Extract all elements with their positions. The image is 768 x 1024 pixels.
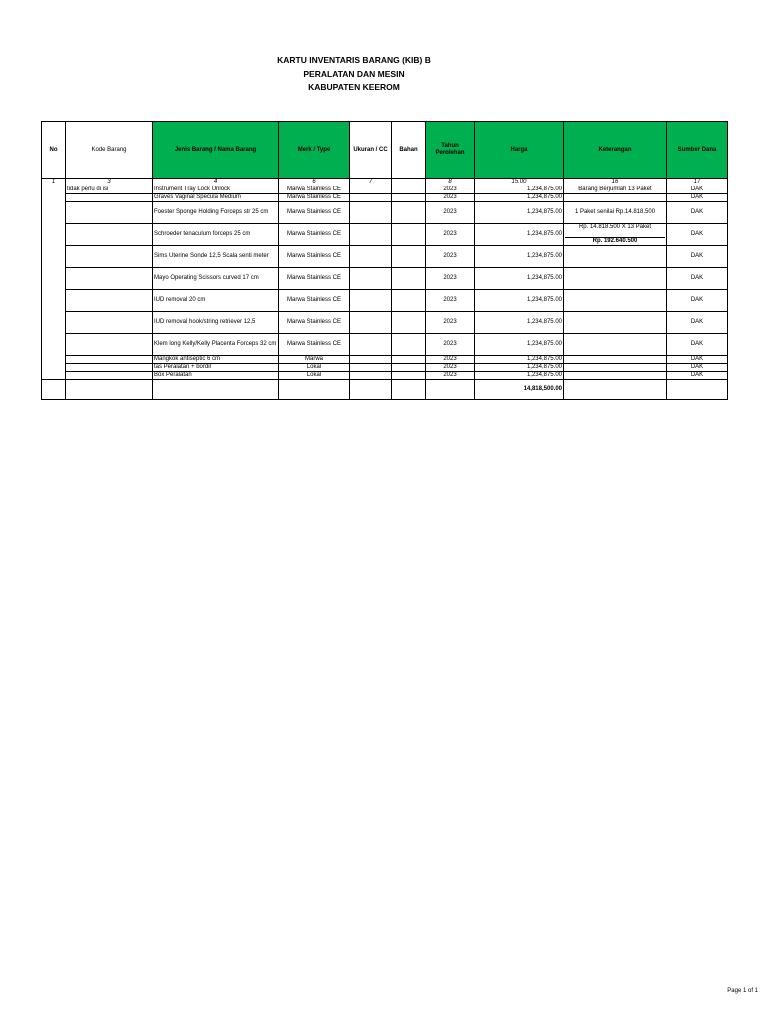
cell-bahan: [392, 364, 426, 372]
cell-keterangan: [564, 224, 667, 246]
cell-jenis: tas Peralatan + bordir: [153, 364, 279, 372]
cell-keterangan: [564, 290, 667, 312]
cell-merk: Marwa: [279, 356, 350, 364]
page-number: Page 1 of 1: [727, 988, 758, 994]
cell-merk: Marwa Stainless CE: [279, 268, 350, 290]
cell-kode: [66, 268, 153, 290]
cell-bahan: [392, 312, 426, 334]
cell-ukuran: [350, 356, 392, 364]
cell-tahun: 2023: [426, 364, 475, 372]
table-row: [42, 334, 728, 356]
cell-harga: 1,234,875.00: [475, 372, 564, 380]
cell-kode: [66, 246, 153, 268]
cell-keterangan: [564, 194, 667, 202]
total-empty-bahan: [392, 380, 426, 400]
cell-sumber: DAK: [667, 364, 728, 372]
total-empty-no: [42, 380, 66, 400]
cell-tahun: 2023: [426, 312, 475, 334]
table-row: [42, 268, 728, 290]
cell-ukuran: [350, 194, 392, 202]
cell-sumber: DAK: [667, 224, 728, 246]
cell-no: [42, 364, 66, 372]
document-title: [0, 54, 708, 95]
cell-tahun: 2023: [426, 186, 475, 194]
cell-tahun: 2023: [426, 372, 475, 380]
cell-keterangan: [564, 268, 667, 290]
total-empty-merk: [279, 380, 350, 400]
cell-keterangan: [564, 312, 667, 334]
colnum-harga: 15.00: [475, 179, 564, 187]
cell-harga: 1,234,875.00: [475, 194, 564, 202]
cell-keterangan: [564, 246, 667, 268]
cell-keterangan: Barang Berjumlah 13 Paket: [564, 186, 667, 194]
colnum-ukuran: 7: [350, 179, 392, 187]
cell-merk: Lokal: [279, 364, 350, 372]
total-empty-keterangan: [564, 380, 667, 400]
colnum-keterangan: 16: [564, 179, 667, 187]
cell-ukuran: [350, 364, 392, 372]
cell-merk: Marwa Stainless CE: [279, 186, 350, 194]
table-row: [42, 224, 728, 246]
header-tahun-line1: Tahun: [441, 143, 459, 149]
total-empty-jenis: [153, 380, 279, 400]
cell-harga: 1,234,875.00: [475, 224, 564, 246]
cell-tahun: 2023: [426, 246, 475, 268]
table-row: [42, 312, 728, 334]
cell-no: [42, 268, 66, 290]
header-ukuran: Ukuran / CC: [350, 122, 392, 179]
cell-merk: Marwa Stainless CE: [279, 334, 350, 356]
cell-tahun: 2023: [426, 268, 475, 290]
cell-jenis: Foester Sponge Holding Forceps str 25 cm: [153, 202, 279, 224]
cell-sumber: DAK: [667, 356, 728, 364]
cell-sumber: DAK: [667, 194, 728, 202]
colnum-bahan: [392, 179, 426, 187]
cell-kode: [66, 372, 153, 380]
title-line-3: KABUPATEN KEEROM: [308, 82, 400, 92]
cell-sumber: DAK: [667, 372, 728, 380]
cell-harga: 1,234,875.00: [475, 334, 564, 356]
inventory-table: [41, 121, 728, 400]
column-number-row: [42, 179, 728, 187]
cell-no: [42, 194, 66, 202]
colnum-merk: 6: [279, 179, 350, 187]
total-row: [42, 380, 728, 400]
cell-kode: [66, 290, 153, 312]
cell-harga: 1,234,875.00: [475, 186, 564, 194]
cell-tahun: 2023: [426, 334, 475, 356]
cell-ukuran: [350, 224, 392, 246]
table-row: [42, 186, 728, 194]
cell-ukuran: [350, 334, 392, 356]
total-harga: 14,818,500.00: [475, 380, 564, 400]
header-jenis: Jenis Barang / Nama Barang: [153, 122, 279, 179]
total-empty-sumber: [667, 380, 728, 400]
header-keterangan: Keterangan: [564, 122, 667, 179]
cell-kode: [66, 364, 153, 372]
cell-bahan: [392, 268, 426, 290]
cell-jenis: Mayo Operating Scissors curved 17 cm: [153, 268, 279, 290]
cell-keterangan: [564, 356, 667, 364]
keterangan-stack: [565, 224, 665, 245]
cell-harga: 1,234,875.00: [475, 356, 564, 364]
cell-jenis: IUD removal 20 cm: [153, 290, 279, 312]
cell-bahan: [392, 186, 426, 194]
keterangan-total-text: Rp. 192.640.500: [565, 237, 665, 245]
cell-kode: [66, 202, 153, 224]
cell-no: [42, 224, 66, 246]
cell-bahan: [392, 246, 426, 268]
cell-bahan: [392, 372, 426, 380]
cell-harga: 1,234,875.00: [475, 364, 564, 372]
table-row: [42, 194, 728, 202]
cell-jenis: Klem long Kelly/Kelly Placenta Forceps 32 cm: [153, 334, 279, 356]
table-row: [42, 202, 728, 224]
cell-ukuran: [350, 268, 392, 290]
table-row: [42, 364, 728, 372]
cell-bahan: [392, 194, 426, 202]
header-bahan: Bahan: [392, 122, 426, 179]
cell-keterangan: [564, 364, 667, 372]
header-merk: Merk / Type: [279, 122, 350, 179]
colnum-tahun: 8: [426, 179, 475, 187]
cell-kode: [66, 312, 153, 334]
cell-ukuran: [350, 246, 392, 268]
title-line-1: KARTU INVENTARIS BARANG (KIB) B: [277, 55, 431, 65]
cell-merk: Marwa Stainless CE: [279, 224, 350, 246]
cell-no: [42, 290, 66, 312]
colnum-sumber: 17: [667, 179, 728, 187]
cell-tahun: 2023: [426, 194, 475, 202]
table-row: [42, 290, 728, 312]
cell-keterangan: [564, 334, 667, 356]
cell-sumber: DAK: [667, 186, 728, 194]
cell-bahan: [392, 224, 426, 246]
cell-harga: 1,234,875.00: [475, 202, 564, 224]
cell-kode: [66, 356, 153, 364]
cell-merk: Marwa Stainless CE: [279, 246, 350, 268]
cell-jenis: Graves Vaginal Specula Medium: [153, 194, 279, 202]
cell-jenis: IUD removal hook/string retriever 12,5: [153, 312, 279, 334]
total-empty-kode: [66, 380, 153, 400]
cell-ukuran: [350, 202, 392, 224]
cell-ukuran: [350, 312, 392, 334]
cell-sumber: DAK: [667, 246, 728, 268]
table-row: [42, 372, 728, 380]
cell-tahun: 2023: [426, 202, 475, 224]
cell-harga: 1,234,875.00: [475, 268, 564, 290]
table-row: [42, 246, 728, 268]
cell-sumber: DAK: [667, 202, 728, 224]
header-row: [42, 122, 728, 179]
cell-harga: 1,234,875.00: [475, 290, 564, 312]
cell-kode: [66, 194, 153, 202]
cell-sumber: DAK: [667, 334, 728, 356]
cell-kode: tidak perlu di isi: [66, 186, 153, 194]
cell-merk: Lokal: [279, 372, 350, 380]
cell-merk: Marwa Stainless CE: [279, 202, 350, 224]
colnum-jenis: 4: [153, 179, 279, 187]
cell-no: [42, 372, 66, 380]
cell-merk: Marwa Stainless CE: [279, 312, 350, 334]
cell-jenis: Mangkok antiseptic 6 cm: [153, 356, 279, 364]
cell-bahan: [392, 334, 426, 356]
header-no: No: [42, 122, 66, 179]
cell-ukuran: [350, 290, 392, 312]
table-body: [42, 186, 728, 380]
cell-bahan: [392, 202, 426, 224]
cell-harga: 1,234,875.00: [475, 246, 564, 268]
cell-no: [42, 356, 66, 364]
table-row: [42, 356, 728, 364]
cell-sumber: DAK: [667, 268, 728, 290]
cell-no: [42, 312, 66, 334]
cell-tahun: 2023: [426, 224, 475, 246]
cell-keterangan: [564, 372, 667, 380]
keterangan-text: Rp. 14.818.500 X 13 Paket: [578, 224, 652, 230]
cell-no: [42, 246, 66, 268]
cell-ukuran: [350, 186, 392, 194]
cell-bahan: [392, 356, 426, 364]
cell-jenis: Instrument Tray Lock Unlock: [153, 186, 279, 194]
cell-tahun: 2023: [426, 356, 475, 364]
cell-bahan: [392, 290, 426, 312]
cell-sumber: DAK: [667, 290, 728, 312]
header-sumber: Sumber Dana: [667, 122, 728, 179]
cell-jenis: Box Peralatan: [153, 372, 279, 380]
colnum-no: 1: [42, 179, 66, 187]
cell-kode: [66, 224, 153, 246]
header-tahun-line2: Perolehan: [435, 150, 465, 156]
header-tahun: [426, 122, 475, 179]
cell-keterangan: 1 Paket senilai Rp.14.818.500: [564, 202, 667, 224]
cell-jenis: Schroeder tenaculum forceps 25 cm: [153, 224, 279, 246]
title-line-2: PERALATAN DAN MESIN: [303, 68, 405, 79]
cell-tahun: 2023: [426, 290, 475, 312]
total-empty-ukuran: [350, 380, 392, 400]
total-empty-tahun: [426, 380, 475, 400]
cell-no: [42, 334, 66, 356]
header-kode: Kode Barang: [66, 122, 153, 179]
cell-kode: [66, 334, 153, 356]
cell-merk: Marwa Stainless CE: [279, 194, 350, 202]
cell-jenis: Sims Uterine Sonde 12,5 Scala senti meter: [153, 246, 279, 268]
colnum-kode: 3: [66, 179, 153, 187]
cell-no: [42, 202, 66, 224]
cell-harga: 1,234,875.00: [475, 312, 564, 334]
header-harga: Harga: [475, 122, 564, 179]
cell-ukuran: [350, 372, 392, 380]
cell-no: [42, 186, 66, 194]
cell-merk: Marwa Stainless CE: [279, 290, 350, 312]
cell-sumber: DAK: [667, 312, 728, 334]
